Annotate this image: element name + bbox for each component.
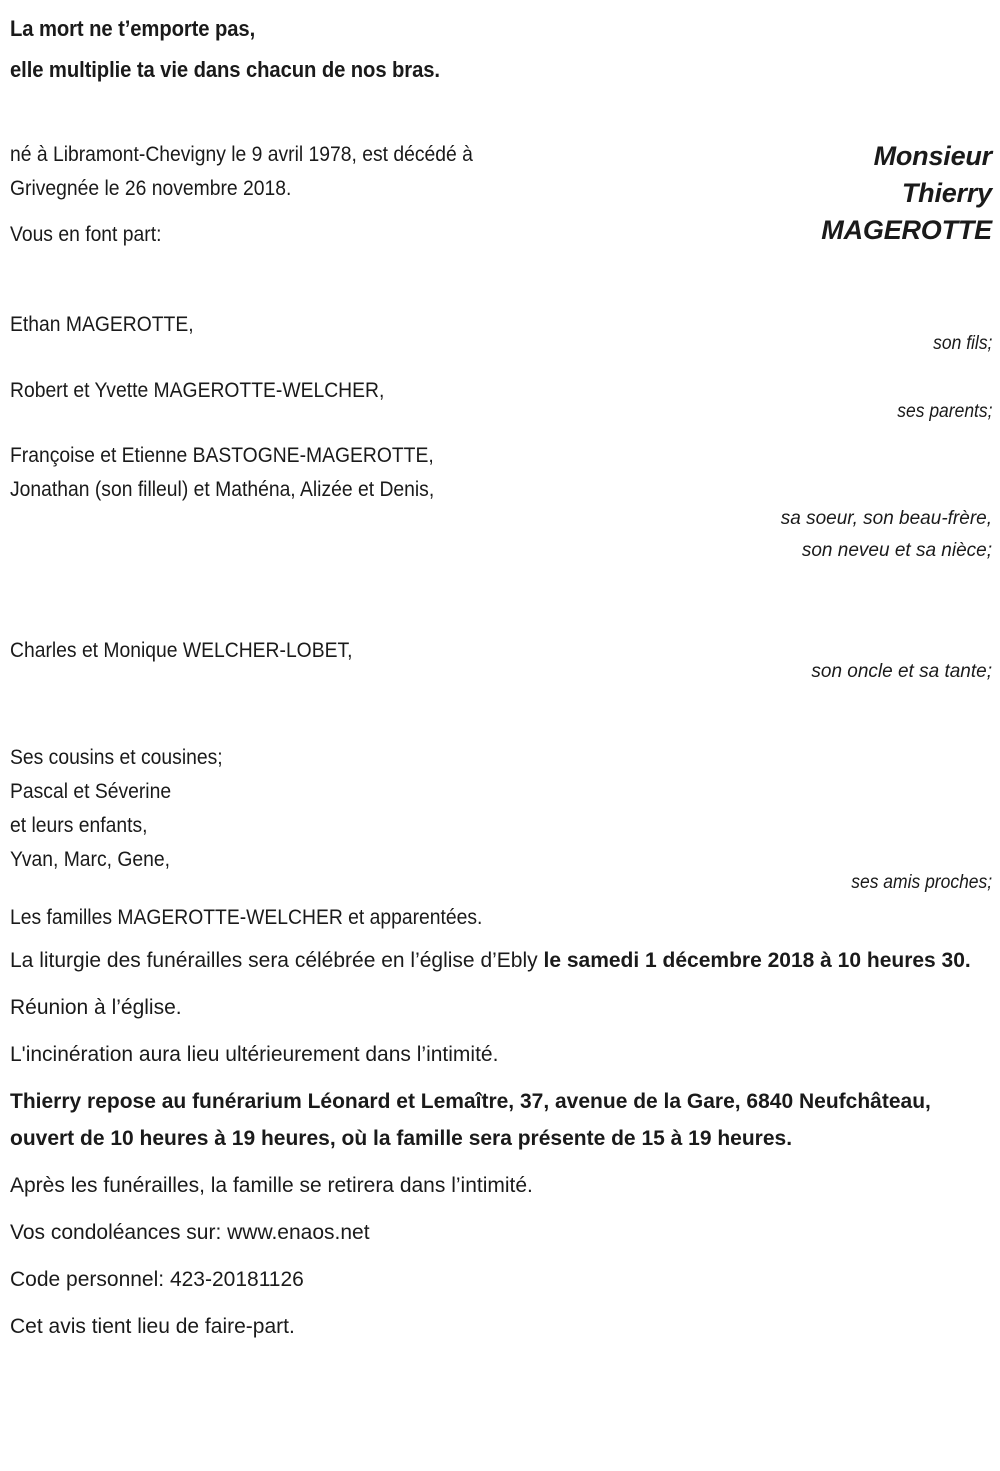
- mourner-names: [10, 901, 740, 935]
- mourner-relation: sa soeur, son beau-frère, son neveu et sa nièce;: [780, 508, 992, 561]
- birth-death-line-1: né à Libramont-Chevigny le 9 avril 1978, est décédé à: [10, 143, 473, 166]
- mourner-name: Les familles MAGEROTTE-WELCHER et apparentées.: [10, 906, 483, 929]
- liturgy-paragraph: [10, 942, 992, 979]
- mourner-names: [10, 374, 740, 408]
- mourner-relation: son oncle et sa tante;: [811, 661, 992, 682]
- mourner-row: [0, 901, 1000, 941]
- after-funeral-paragraph: Après les funérailles, la famille se retirera dans l’intimité.: [10, 1174, 533, 1197]
- reunion-paragraph: Réunion à l’église.: [10, 996, 182, 1019]
- cremation-paragraph: L'incinération aura lieu ultérieurement dans l’intimité.: [10, 1043, 499, 1066]
- mourner-name: Ses cousins et cousines;: [10, 746, 223, 769]
- mourner-row: [0, 634, 1000, 741]
- faire-part-notice: Cet avis tient lieu de faire-part.: [10, 1315, 295, 1338]
- epigraph-line-1-text: La mort ne t’emporte pas,: [10, 16, 256, 41]
- mourner-row: [0, 374, 1000, 439]
- mourner-row: [0, 439, 1000, 634]
- mourner-names: [10, 634, 740, 668]
- deceased-lastname: MAGEROTTE: [821, 215, 992, 245]
- notice-intro: Vous en font part:: [10, 223, 162, 246]
- deceased-firstname: Thierry: [901, 178, 992, 208]
- birth-death-line-2: Grivegnée le 26 novembre 2018.: [10, 177, 292, 200]
- deceased-honorific: Monsieur: [873, 141, 992, 171]
- mourner-relation: son fils;: [932, 333, 992, 354]
- mourner-name: Charles et Monique WELCHER-LOBET,: [10, 639, 353, 662]
- mourner-names: [10, 741, 740, 877]
- personal-code-line: Code personnel: 423-20181126: [10, 1268, 304, 1291]
- mourner-name: Pascal et Séverine: [10, 780, 172, 803]
- condolences-line[interactable]: Vos condoléances sur: www.enaos.net: [10, 1221, 370, 1244]
- mourner-relation: ses parents;: [896, 401, 992, 422]
- mourner-name: Yvan, Marc, Gene,: [10, 848, 171, 871]
- intro-left: [10, 138, 740, 252]
- mourner-names: [10, 439, 740, 507]
- mourner-name: Jonathan (son filleul) et Mathéna, Alizée et Denis,: [10, 478, 435, 501]
- epigraph-line-2-text: elle multiplie ta vie dans chacun de nos bras.: [10, 57, 440, 82]
- mourner-name: Françoise et Etienne BASTOGNE-MAGEROTTE,: [10, 444, 434, 467]
- deceased-name-block: [742, 138, 992, 249]
- mourner-name: et leurs enfants,: [10, 814, 148, 837]
- epigraph: [10, 8, 870, 90]
- epigraph-line-2: [10, 49, 870, 90]
- mourner-name: Ethan MAGEROTTE,: [10, 313, 194, 336]
- epigraph-line-1: [10, 8, 870, 49]
- announcement-body: [0, 138, 1000, 941]
- intro-row: [0, 138, 1000, 308]
- mourner-row: [0, 741, 1000, 901]
- mourner-relation: ses amis proches;: [851, 872, 992, 893]
- liturgy-prefix: La liturgie des funérailles sera célébrée en l’église d’Ebly: [10, 949, 544, 972]
- mourner-name: Robert et Yvette MAGEROTTE-WELCHER,: [10, 379, 385, 402]
- mourner-row: [0, 308, 1000, 374]
- funerarium-paragraph: Thierry repose au funérarium Léonard et Lemaître, 37, avenue de la Gare, 6840 Neufchâteau, ouvert de 10 heures à 19 heures, où la famille sera présente de 15 à 19 heures.: [10, 1090, 931, 1150]
- mourner-names: [10, 308, 740, 342]
- liturgy-datetime: le samedi 1 décembre 2018 à 10 heures 30.: [543, 949, 971, 972]
- ceremony-details: [10, 942, 992, 1355]
